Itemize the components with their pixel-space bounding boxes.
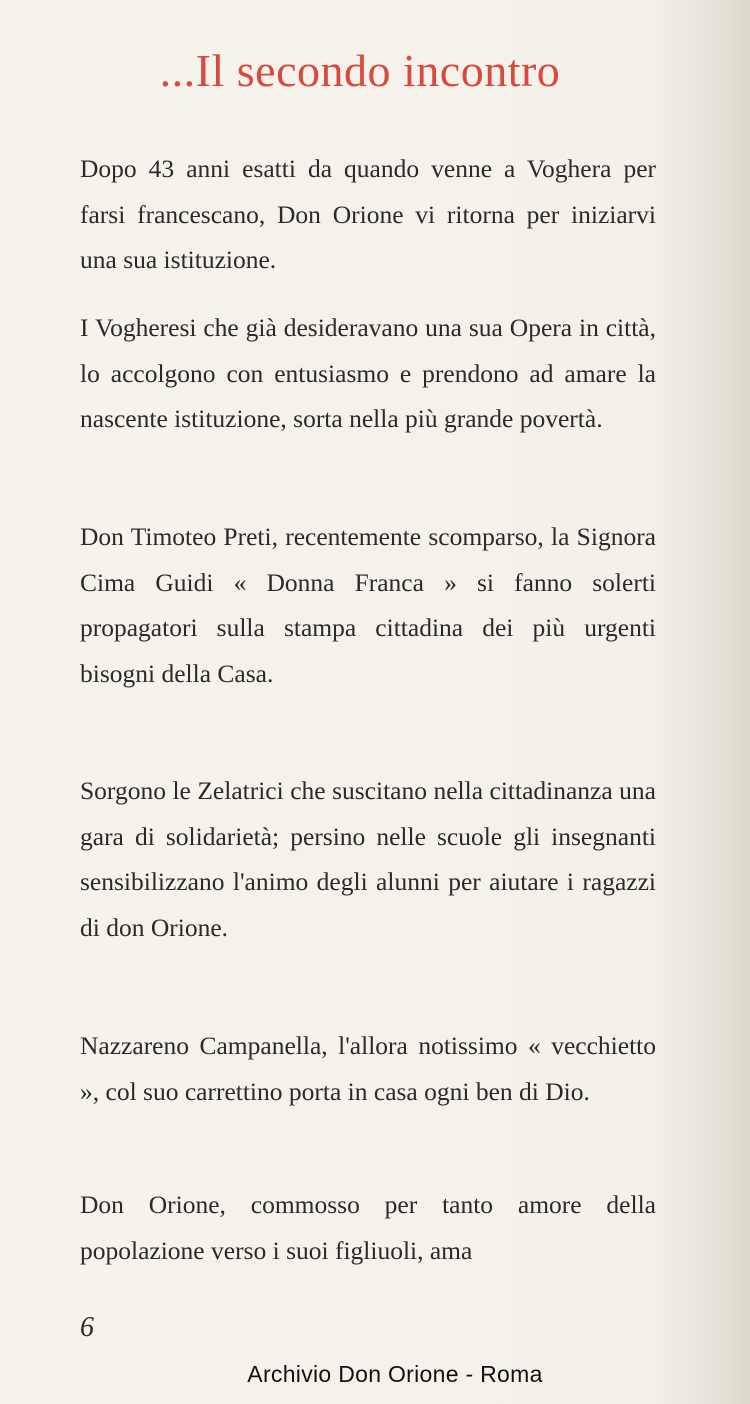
page-number: 6: [80, 1312, 94, 1343]
chapter-title: ...Il secondo incontro: [159, 45, 561, 96]
archive-watermark: Archivio Don Orione - Roma: [247, 1361, 543, 1387]
paragraph-2: I Vogheresi che già desideravano una sua Opera in città, lo accolgono con entusiasmo e prendono ad amare la nascente istituzione, sorta nella più grande povertà.: [80, 313, 656, 433]
paragraph-5: Nazzareno Campanella, l'allora notissimo « vecchietto », col suo carrettino porta in casa ogni ben di Dio.: [80, 1031, 656, 1106]
paragraph-1: Dopo 43 anni esatti da quando venne a Voghera per farsi francescano, Don Orione vi ritorna per iniziarvi una sua istituzione.: [80, 154, 656, 274]
paragraph-3: Don Timoteo Preti, recentemente scomparso, la Signora Cima Guidi « Donna Franca » si fanno solerti propagatori sulla stampa cittadina dei più urgenti bisogni della Casa.: [80, 522, 656, 688]
paragraph-4: Sorgono le Zelatrici che suscitano nella cittadinanza una gara di solidarietà; persino nelle scuole gli insegnanti sensibilizzano l'animo degli alunni per aiutare i ragazzi di don Orione.: [80, 776, 656, 942]
paragraph-6: Don Orione, commosso per tanto amore della popolazione verso i suoi figliuoli, ama: [80, 1190, 656, 1265]
